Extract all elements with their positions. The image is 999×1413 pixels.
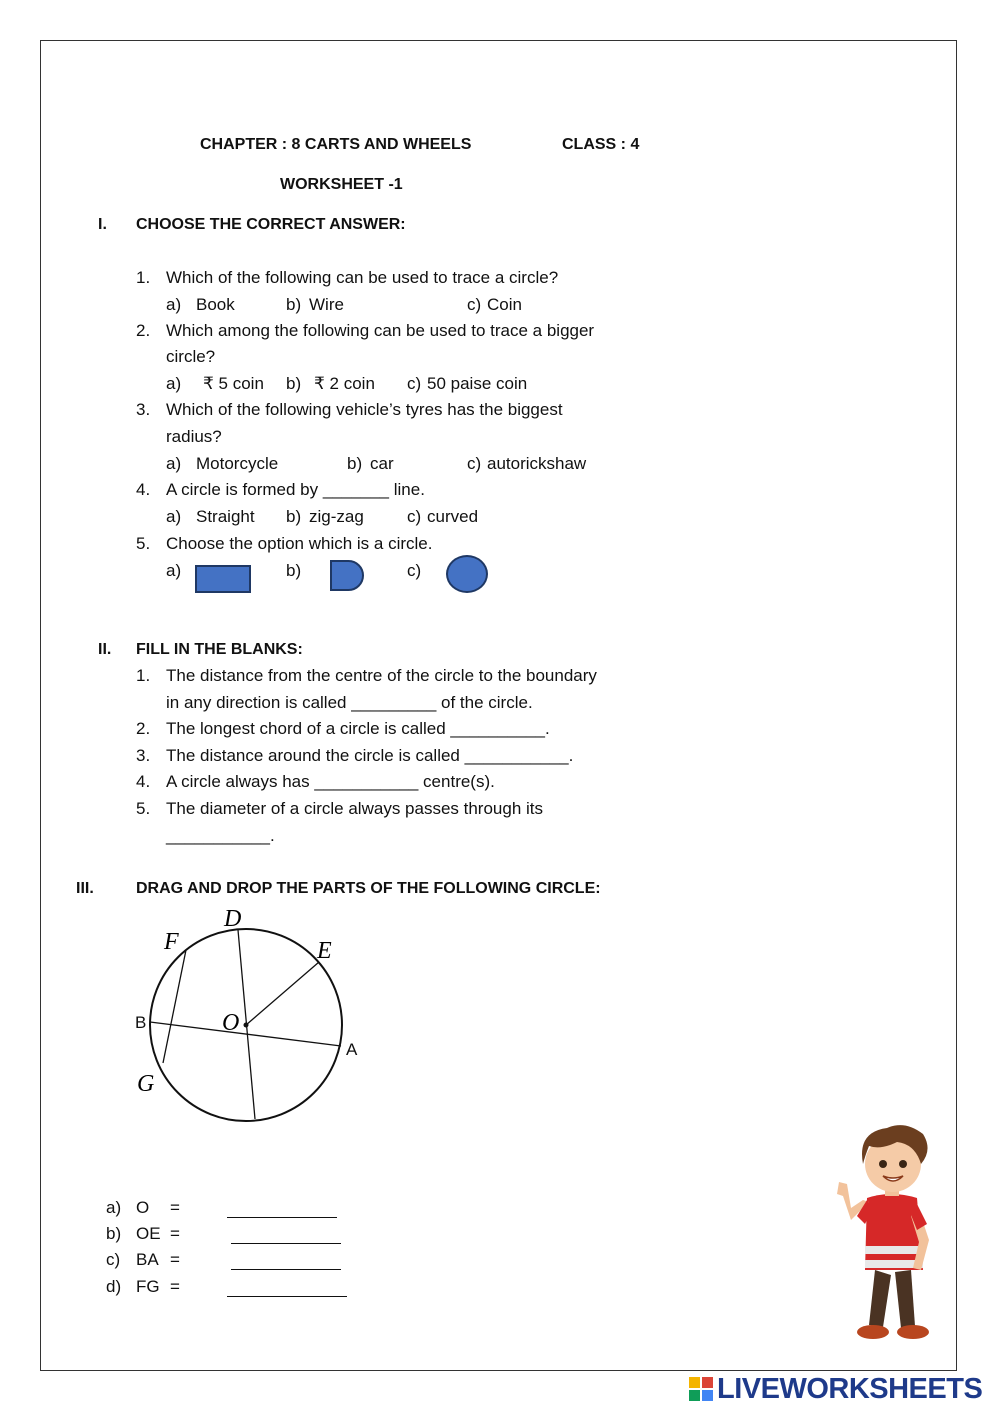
fib5-text-line2[interactable]: ___________. [166,826,275,845]
q4-number: 4. [136,480,151,499]
answer-a-key: O [136,1198,150,1217]
liveworksheets-logo-text: LIVEWORKSHEETS [717,1373,983,1405]
q5-option-c-label: c) [407,561,422,580]
q2-option-a[interactable]: ₹ 5 coin [203,374,264,393]
q4-text: A circle is formed by _______ line. [166,480,425,499]
fib1-text-line2[interactable]: in any direction is called _________ of the circle. [166,693,533,712]
section3-title: DRAG AND DROP THE PARTS OF THE FOLLOWING CIRCLE: [136,880,601,897]
q4-option-b-label: b) [286,507,302,526]
answer-c-key: BA [136,1250,159,1269]
q1-option-a-label: a) [166,295,182,314]
circle-diagram [120,900,380,1130]
q3-text: Which of the following vehicle’s tyres has the biggest [166,400,563,419]
answer-b-key: OE [136,1224,161,1243]
fib2-number: 2. [136,719,151,738]
rectangle-shape-option[interactable] [195,565,251,593]
answer-b-equals: = [170,1224,180,1243]
liveworksheets-grid-icon [689,1377,713,1401]
label-b: B [135,1013,147,1032]
answer-c-equals: = [170,1250,180,1269]
q5-option-a-label: a) [166,561,182,580]
section3-number: III. [76,880,94,897]
fib5-number: 5. [136,799,151,818]
q1-option-a[interactable]: Book [196,295,235,314]
q2-option-a-label: a) [166,374,182,393]
answer-d-key: FG [136,1277,160,1296]
fib2-text[interactable]: The longest chord of a circle is called __________. [166,719,550,738]
q2-option-c-label: c) [407,374,422,393]
semicircle-shape-option[interactable] [330,560,364,591]
answer-d-label: d) [106,1277,122,1296]
label-o: O [222,1010,240,1036]
q3-option-c[interactable]: autorickshaw [487,454,587,473]
q3-option-a[interactable]: Motorcycle [196,454,279,473]
q3-text-line2: radius? [166,427,222,446]
section2-title: FILL IN THE BLANKS: [136,641,303,658]
q4-option-a-label: a) [166,507,182,526]
fib4-number: 4. [136,772,151,791]
q1-option-b-label: b) [286,295,302,314]
q5-option-b-label: b) [286,561,302,580]
label-g: G [137,1071,155,1097]
section2-number: II. [98,641,112,658]
answer-b-drop-target[interactable] [231,1243,341,1244]
q2-option-b-label: b) [286,374,302,393]
q5-text: Choose the option which is a circle. [166,534,433,553]
radius-oe-line [246,962,319,1025]
q3-option-b-label: b) [347,454,363,473]
q3-number: 3. [136,400,151,419]
centre-point [244,1023,249,1028]
q3-option-a-label: a) [166,454,182,473]
answer-a-drop-target[interactable] [227,1217,337,1218]
q1-option-b[interactable]: Wire [309,295,344,314]
fib1-text: The distance from the centre of the circle to the boundary [166,666,597,685]
answer-a-label: a) [106,1198,122,1217]
q2-text-line2: circle? [166,347,216,366]
q1-number: 1. [136,268,151,287]
label-a: A [346,1040,358,1059]
q4-option-b[interactable]: zig-zag [309,507,364,526]
fib3-number: 3. [136,746,151,765]
answer-d-drop-target[interactable] [227,1296,347,1297]
q1-option-c-label: c) [467,295,482,314]
q2-number: 2. [136,321,151,340]
section1-number: I. [98,216,107,233]
answer-b-label: b) [106,1224,122,1243]
answer-d-equals: = [170,1277,180,1296]
q2-text: Which among the following can be used to trace a bigger [166,321,595,340]
q4-option-a[interactable]: Straight [196,507,255,526]
q2-option-c[interactable]: 50 paise coin [427,374,528,393]
worksheet-title: WORKSHEET -1 [280,176,403,193]
chord-fg-line [163,950,186,1063]
label-f: F [164,929,179,955]
label-d: D [224,906,242,932]
q3-option-b[interactable]: car [370,454,394,473]
fib3-text[interactable]: The distance around the circle is called ___________. [166,746,574,765]
chapter-title: CHAPTER : 8 CARTS AND WHEELS [200,136,472,153]
q4-option-c[interactable]: curved [427,507,479,526]
q1-text: Which of the following can be used to trace a circle? [166,268,559,287]
q4-option-c-label: c) [407,507,422,526]
fib1-number: 1. [136,666,151,685]
q3-option-c-label: c) [467,454,482,473]
label-e: E [317,938,332,964]
fib5-text: The diameter of a circle always passes through its [166,799,544,818]
answer-a-equals: = [170,1198,180,1217]
section1-title: CHOOSE THE CORRECT ANSWER: [136,216,406,233]
cartoon-boy-illustration [835,1120,955,1355]
q2-option-b[interactable]: ₹ 2 coin [314,374,375,393]
answer-c-label: c) [106,1250,121,1269]
class-label: CLASS : 4 [562,136,640,153]
q1-option-c[interactable]: Coin [487,295,522,314]
q5-number: 5. [136,534,151,553]
circle-shape-option[interactable] [446,555,488,593]
answer-c-drop-target[interactable] [231,1269,341,1270]
fib4-text[interactable]: A circle always has ___________ centre(s). [166,772,495,791]
